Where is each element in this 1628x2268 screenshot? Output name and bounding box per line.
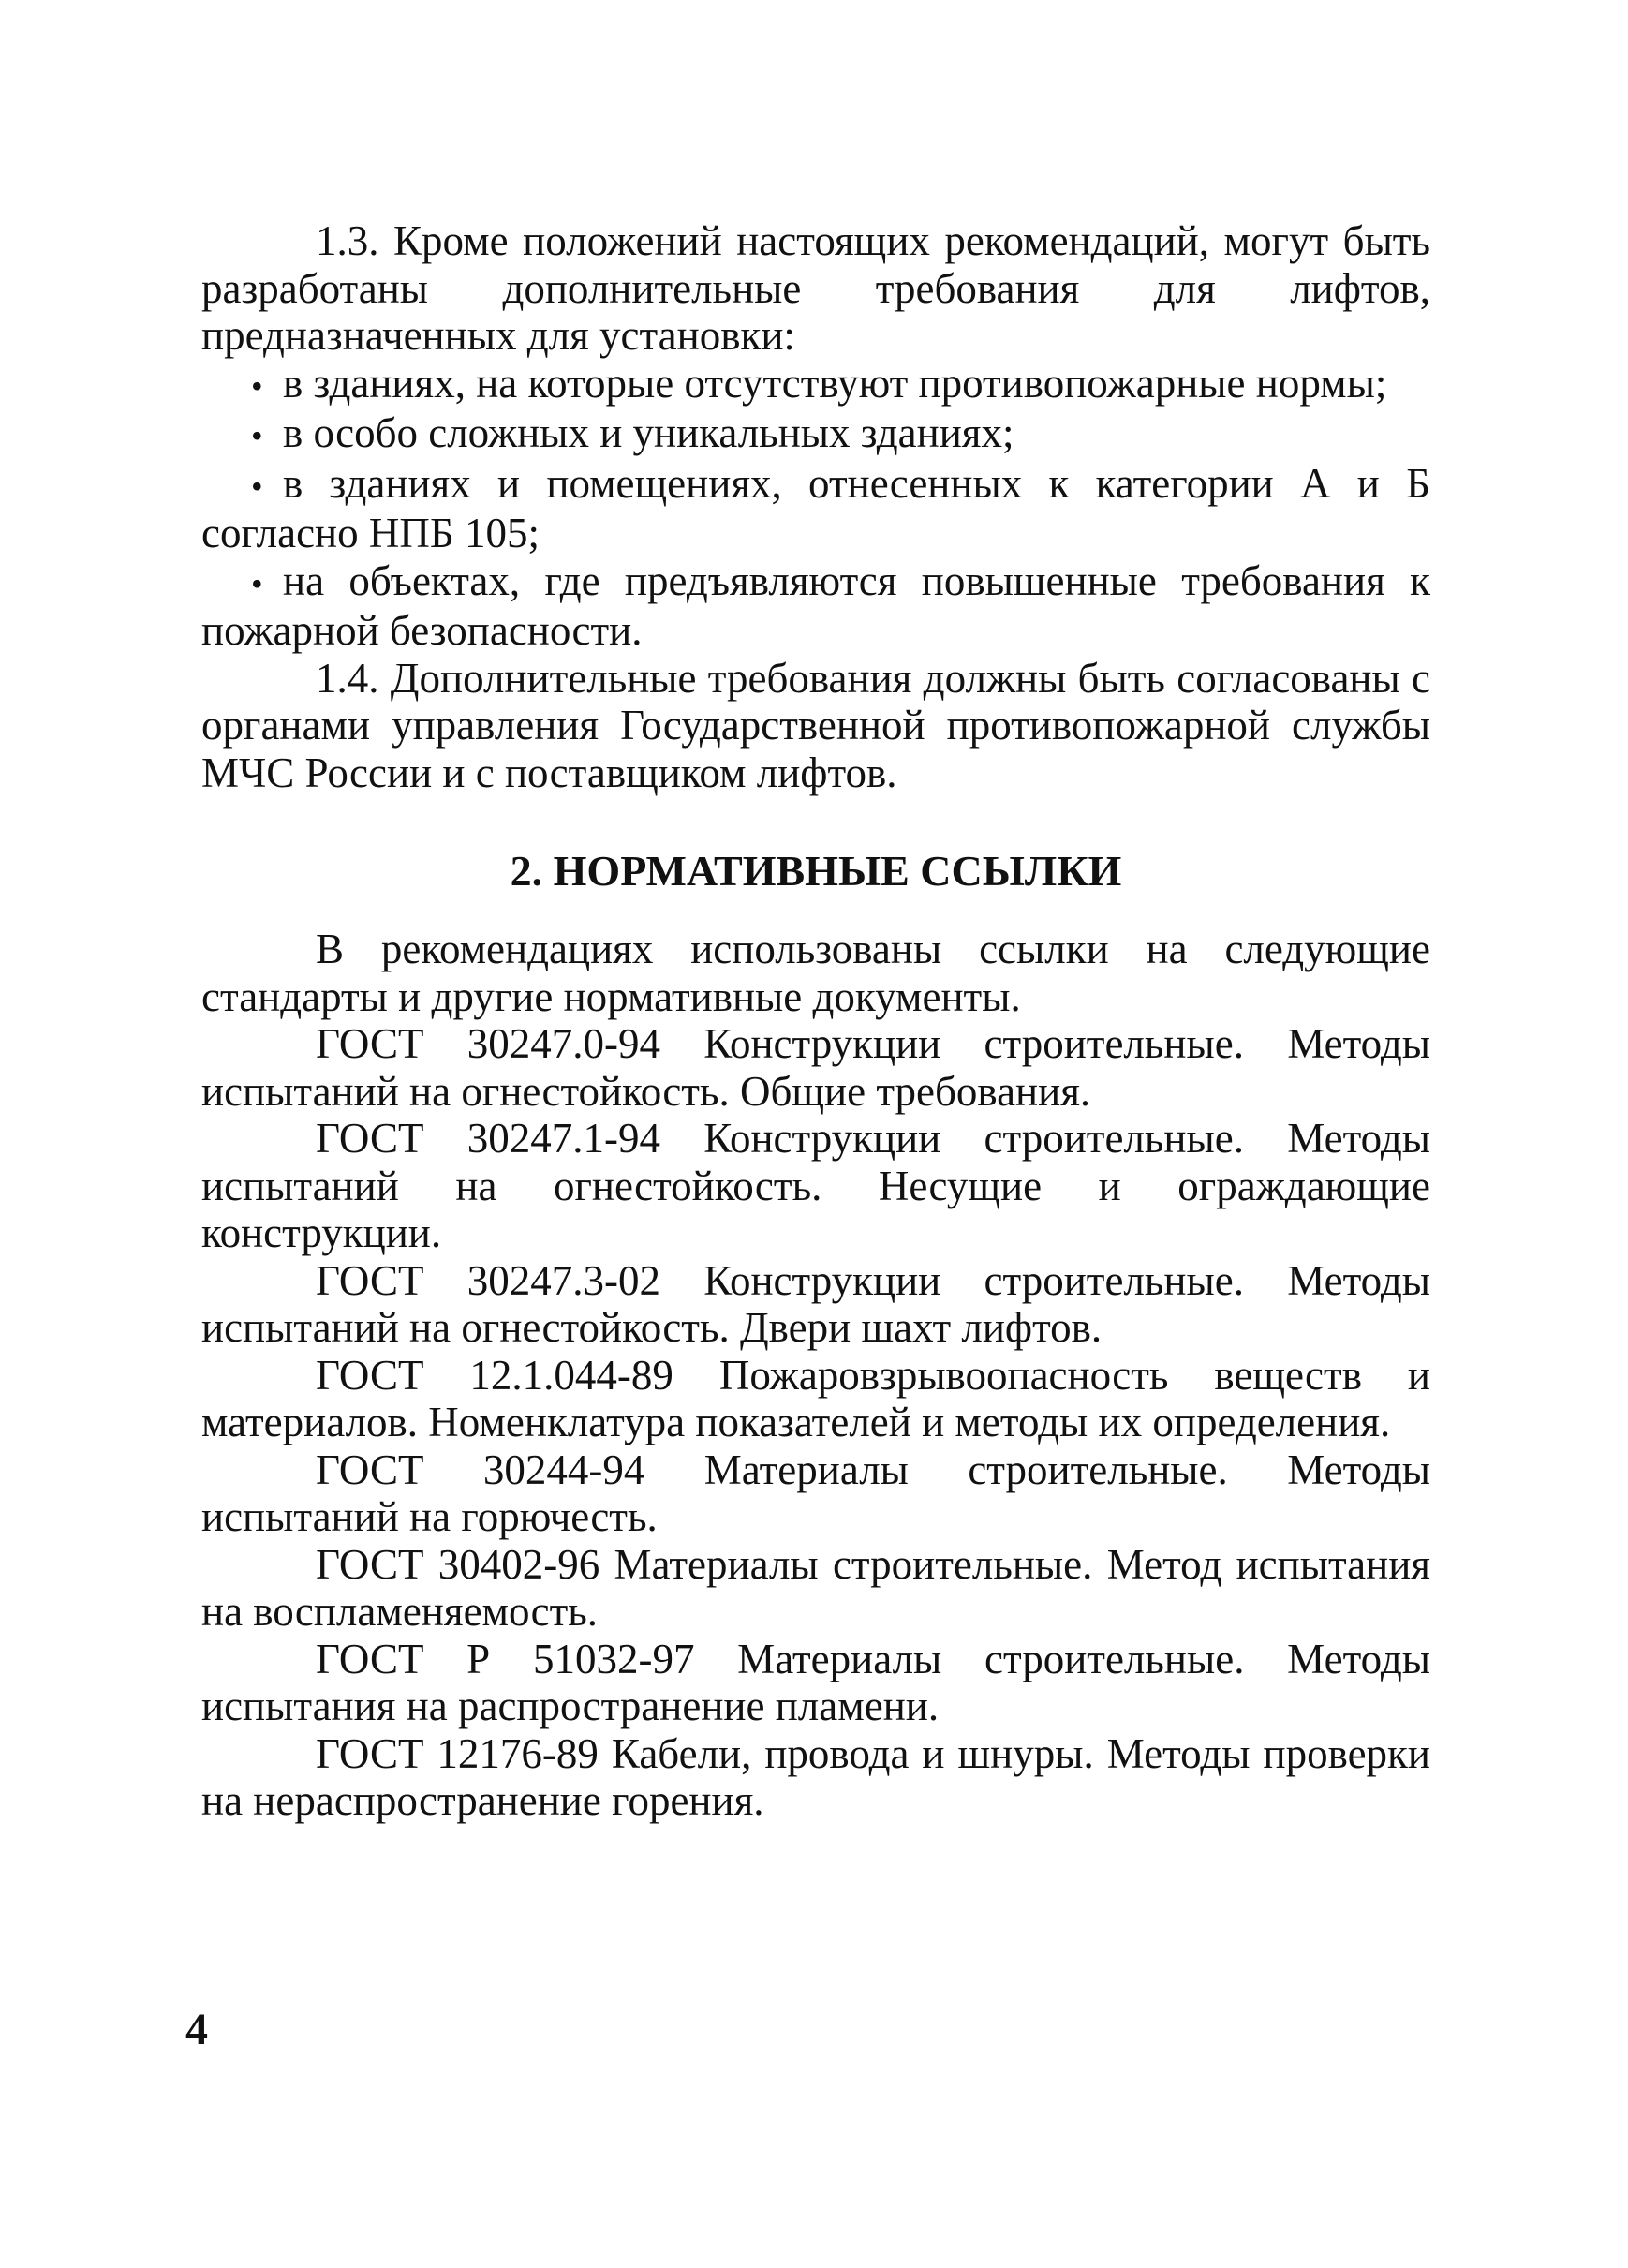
reference-item: ГОСТ 30247.1-94 Конструкции строительные. Методы испытаний на огнестойкость. Несущие и ограждающие конструкции. <box>201 1115 1430 1256</box>
section-heading: 2. НОРМАТИВНЫЕ ССЫЛКИ <box>510 847 1122 895</box>
page-number: 4 <box>185 2005 208 2054</box>
bullet-text: в зданиях, на которые отсутствуют противопожарные нормы; <box>283 359 1387 407</box>
reference-item: ГОСТ 12176-89 Кабели, провода и шнуры. Методы проверки на нераспространение горения. <box>201 1729 1430 1824</box>
bullet-item <box>201 557 1430 655</box>
reference-item: ГОСТ 30247.0-94 Конструкции строительные. Методы испытаний на огнестойкость. Общие требования. <box>201 1020 1430 1115</box>
bullet-text: на объектах, где предъявляются повышенные требования к пожарной безопасности. <box>201 556 1430 654</box>
document-page <box>201 217 1430 1825</box>
bullet-icon: • <box>251 417 263 454</box>
bullet-text: в особо сложных и уникальных зданиях; <box>283 409 1014 456</box>
bullet-item <box>201 409 1430 460</box>
bullet-text: в зданиях и помещениях, отнесенных к категории А и Б согласно НПБ 105; <box>201 459 1430 556</box>
reference-item: ГОСТ 30244-94 Материалы строительные. Методы испытаний на горючесть. <box>201 1445 1430 1540</box>
reference-item: ГОСТ 12.1.044-89 Пожаровзрывоопасность веществ и материалов. Номенклатура показателей и методы их определения. <box>201 1351 1430 1445</box>
reference-item: ГОСТ 30247.3-02 Конструкции строительные. Методы испытаний на огнестойкость. Двери шахт лифтов. <box>201 1256 1430 1351</box>
references-intro: В рекомендациях использованы ссылки на следующие стандарты и другие нормативные документы. <box>201 926 1430 1020</box>
bullet-item <box>201 360 1430 410</box>
paragraph-1-3: 1.3. Кроме положений настоящих рекомендаций, могут быть разработаны дополнительные требования для лифтов, предназначенных для установки: <box>201 217 1430 359</box>
reference-item: ГОСТ Р 51032-97 Материалы строительные. Методы испытания на распространение пламени. <box>201 1635 1430 1729</box>
paragraph-1-4: 1.4. Дополнительные требования должны быть согласованы с органами управления Государственной противопожарной службы МЧС России и с поставщиком лифтов. <box>201 654 1430 796</box>
bullet-icon: • <box>251 366 263 405</box>
bullet-icon: • <box>251 564 263 602</box>
reference-item: ГОСТ 30402-96 Материалы строительные. Метод испытания на воспламеняемость. <box>201 1540 1430 1635</box>
bullet-icon: • <box>251 467 263 505</box>
bullet-item <box>201 460 1430 557</box>
